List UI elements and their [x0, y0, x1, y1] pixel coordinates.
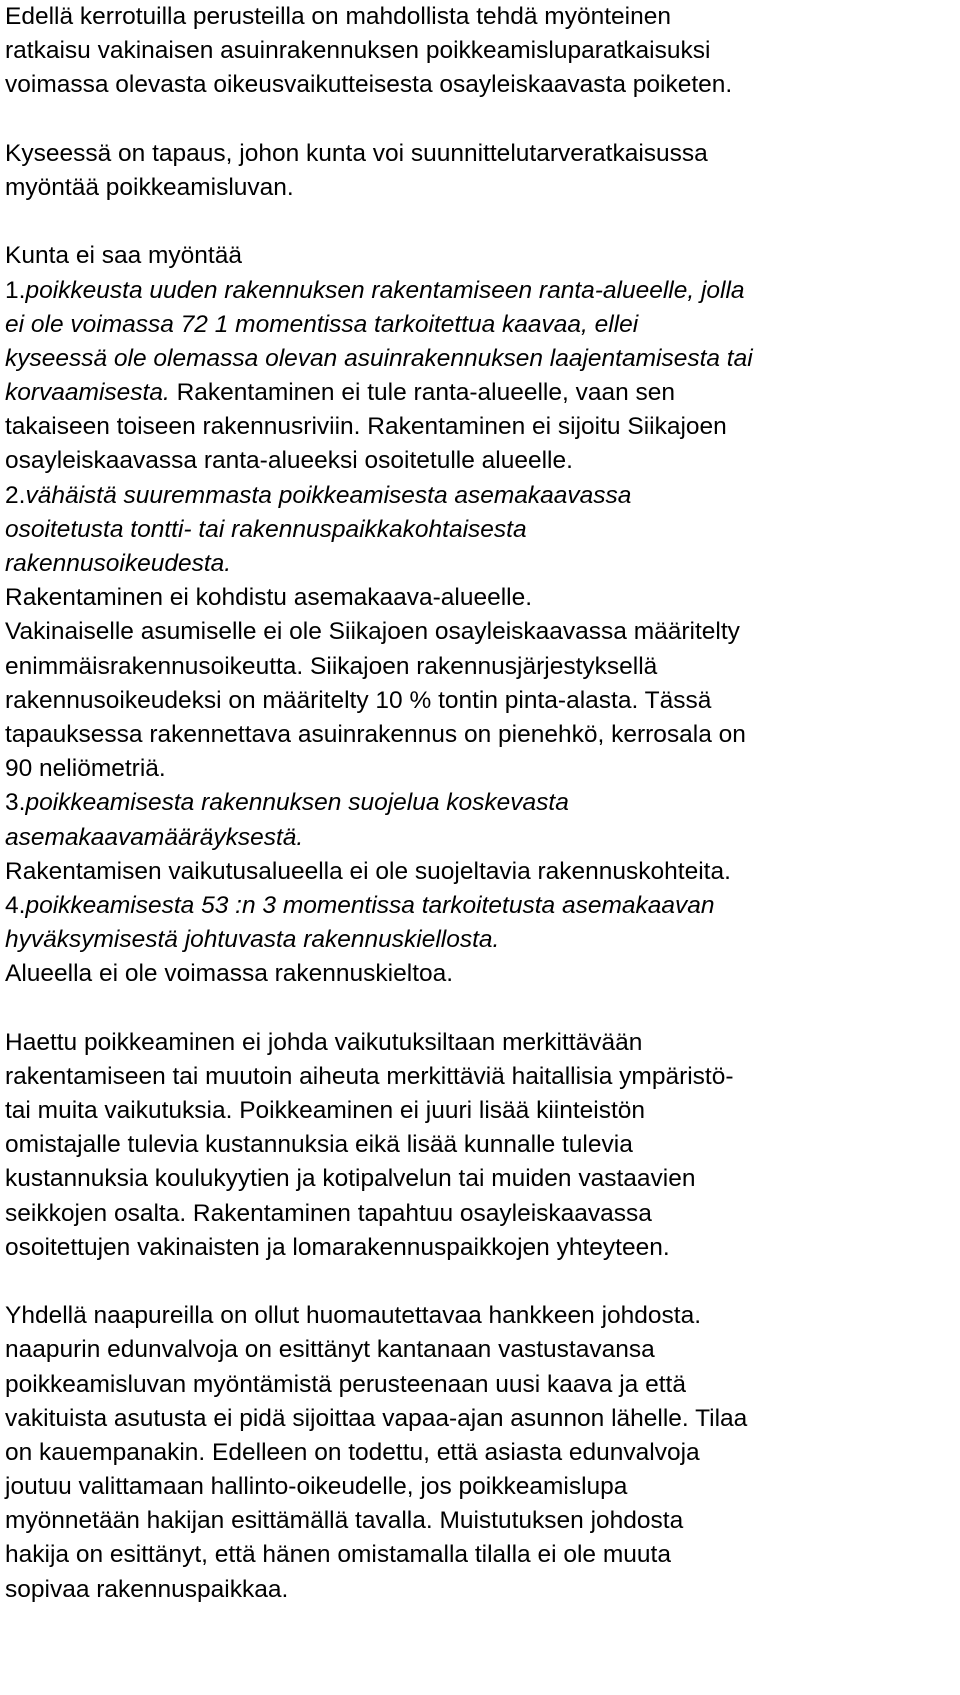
text-line: Haettu poikkeaminen ei johda vaikutuksiltaan merkittävään — [5, 1028, 643, 1056]
text-line: tai muita vaikutuksia. Poikkeaminen ei juuri lisää kiinteistön — [5, 1097, 646, 1124]
list-line — [5, 581, 955, 615]
list-item-italic-text: korvaamisesta. — [5, 379, 170, 407]
list-item-text: Rakentamisen vaikutusalueella ei ole suojeltavia rakennuskohteita. — [5, 857, 731, 885]
paragraph-spacer — [5, 205, 955, 239]
list-item-italic-text: poikkeamisesta 53 :n 3 momentissa tarkoitetusta asemakaavan — [25, 891, 715, 919]
list-item-italic-text: ei ole voimassa 72 1 momentissa tarkoitettua kaavaa, ellei — [5, 310, 639, 338]
document-page — [5, 0, 955, 1607]
paragraph-spacer — [5, 103, 955, 137]
list-line — [5, 479, 955, 513]
list-item-text: tapauksessa rakennettava asuinrakennus on pienehkö, kerrosala on — [5, 720, 746, 748]
text-line: omistajalle tulevia kustannuksia eikä lisää kunnalle tulevia — [5, 1131, 633, 1159]
list-item-text: enimmäisrakennusoikeutta. Siikajoen rakennusjärjestyksellä — [5, 652, 658, 680]
text-line: hakija on esittänyt, että hänen omistamalla tilalla ei ole muuta — [5, 1541, 671, 1569]
list-line — [5, 752, 955, 786]
text-line: naapurin edunvalvoja on esittänyt kantanaan vastustavansa — [5, 1336, 655, 1364]
text-line: myöntää poikkeamisluvan. — [5, 173, 294, 201]
list-item-italic-text: rakennusoikeudesta. — [5, 550, 232, 577]
list-item-italic-text: asemakaavamääräyksestä. — [5, 823, 304, 851]
text-line: rakentamiseen tai muutoin aiheuta merkittäviä haitallisia ympäristö- — [5, 1062, 734, 1090]
list-line — [5, 889, 955, 923]
paragraph-restrictions — [5, 239, 955, 991]
list-number: 1. — [5, 276, 26, 304]
list-item-italic-text: hyväksymisestä johtuvasta rakennuskiellosta. — [5, 926, 500, 954]
list-line — [5, 821, 955, 855]
list-item-text: osayleiskaavassa ranta-alueeksi osoitetulle alueelle. — [5, 447, 573, 475]
list-item-text: Rakentaminen ei kohdistu asemakaava-alueelle. — [5, 584, 533, 612]
list-item-italic-text: poikkeamisesta rakennuksen suojelua koskevasta — [25, 789, 569, 817]
text-line: Edellä kerrotuilla perusteilla on mahdollista tehdä myönteinen — [5, 3, 671, 30]
list-line — [5, 274, 955, 308]
list-line — [5, 786, 955, 820]
paragraph-impacts — [5, 1026, 955, 1265]
list-item-text: takaiseen toiseen rakennusriviin. Rakentaminen ei sijoitu Siikajoen — [5, 413, 727, 441]
list-line — [5, 718, 955, 752]
list-item-text: rakennusoikeudeksi on määritelty 10 % tontin pinta-alasta. Tässä — [5, 686, 712, 714]
list-line — [5, 547, 955, 581]
list-number: 3. — [5, 789, 26, 817]
list-item-italic-text: poikkeusta uuden rakennuksen rakentamiseen ranta-alueelle, jolla — [25, 276, 745, 304]
list-line — [5, 957, 955, 991]
list-line — [5, 855, 955, 889]
list-number: 4. — [5, 891, 26, 919]
paragraph-neighbour-remarks — [5, 1299, 955, 1607]
text-line: sopivaa rakennuspaikkaa. — [5, 1575, 289, 1603]
text-line: vakituista asutusta ei pidä sijoittaa vapaa-ajan asunnon lähelle. Tilaa — [5, 1404, 748, 1432]
list-line — [5, 923, 955, 957]
text-line: seikkojen osalta. Rakentaminen tapahtuu osayleiskaavassa — [5, 1199, 652, 1227]
list-item-text: 90 neliömetriä. — [5, 755, 166, 783]
list-item-text: Rakentaminen ei tule ranta-alueelle, vaan sen — [169, 379, 676, 407]
paragraph-spacer — [5, 991, 955, 1025]
list-item-italic-text: kyseessä ole olemassa olevan asuinrakennuksen laajentamisesta tai — [5, 344, 753, 372]
list-line — [5, 376, 955, 410]
restriction-list — [5, 274, 955, 992]
list-line — [5, 684, 955, 718]
list-line — [5, 615, 955, 649]
list-item-text: Alueella ei ole voimassa rakennuskieltoa. — [5, 960, 454, 988]
list-item-text: Vakinaiselle asumiselle ei ole Siikajoen osayleiskaavassa määritelty — [5, 618, 740, 646]
list-item-italic-text: osoitetusta tontti- tai rakennuspaikkakohtaisesta — [5, 515, 527, 543]
list-number: 2. — [5, 481, 26, 509]
text-line: Kunta ei saa myöntää — [5, 242, 242, 270]
list-line — [5, 308, 955, 342]
list-item-italic-text: vähäistä suuremmasta poikkeamisesta asemakaavassa — [25, 481, 632, 509]
list-line — [5, 513, 955, 547]
text-line: Yhdellä naapureilla on ollut huomautettavaa hankkeen johdosta. — [5, 1302, 702, 1330]
paragraph-municipality-case — [5, 137, 955, 205]
paragraph-decision-basis — [5, 0, 955, 103]
text-line: myönnetään hakijan esittämällä tavalla. Muistutuksen johdosta — [5, 1507, 684, 1535]
text-line: osoitettujen vakinaisten ja lomarakennuspaikkojen yhteyteen. — [5, 1233, 670, 1261]
paragraph-spacer — [5, 1265, 955, 1299]
text-line: kustannuksia koulukyytien ja kotipalvelun tai muiden vastaavien — [5, 1165, 696, 1193]
text-line: on kauempanakin. Edelleen on todettu, että asiasta edunvalvoja — [5, 1438, 700, 1466]
text-line: Kyseessä on tapaus, johon kunta voi suunnittelutarveratkaisussa — [5, 139, 708, 167]
list-line — [5, 444, 955, 478]
text-line: joutuu valittamaan hallinto-oikeudelle, jos poikkeamislupa — [5, 1473, 628, 1501]
text-line: voimassa olevasta oikeusvaikutteisesta osayleiskaavasta poiketen. — [5, 71, 733, 99]
list-line — [5, 410, 955, 444]
list-line — [5, 650, 955, 684]
list-line — [5, 342, 955, 376]
text-line: poikkeamisluvan myöntämistä perusteenaan uusi kaava ja että — [5, 1370, 686, 1398]
text-line: ratkaisu vakinaisen asuinrakennuksen poikkeamisluparatkaisuksi — [5, 37, 711, 65]
